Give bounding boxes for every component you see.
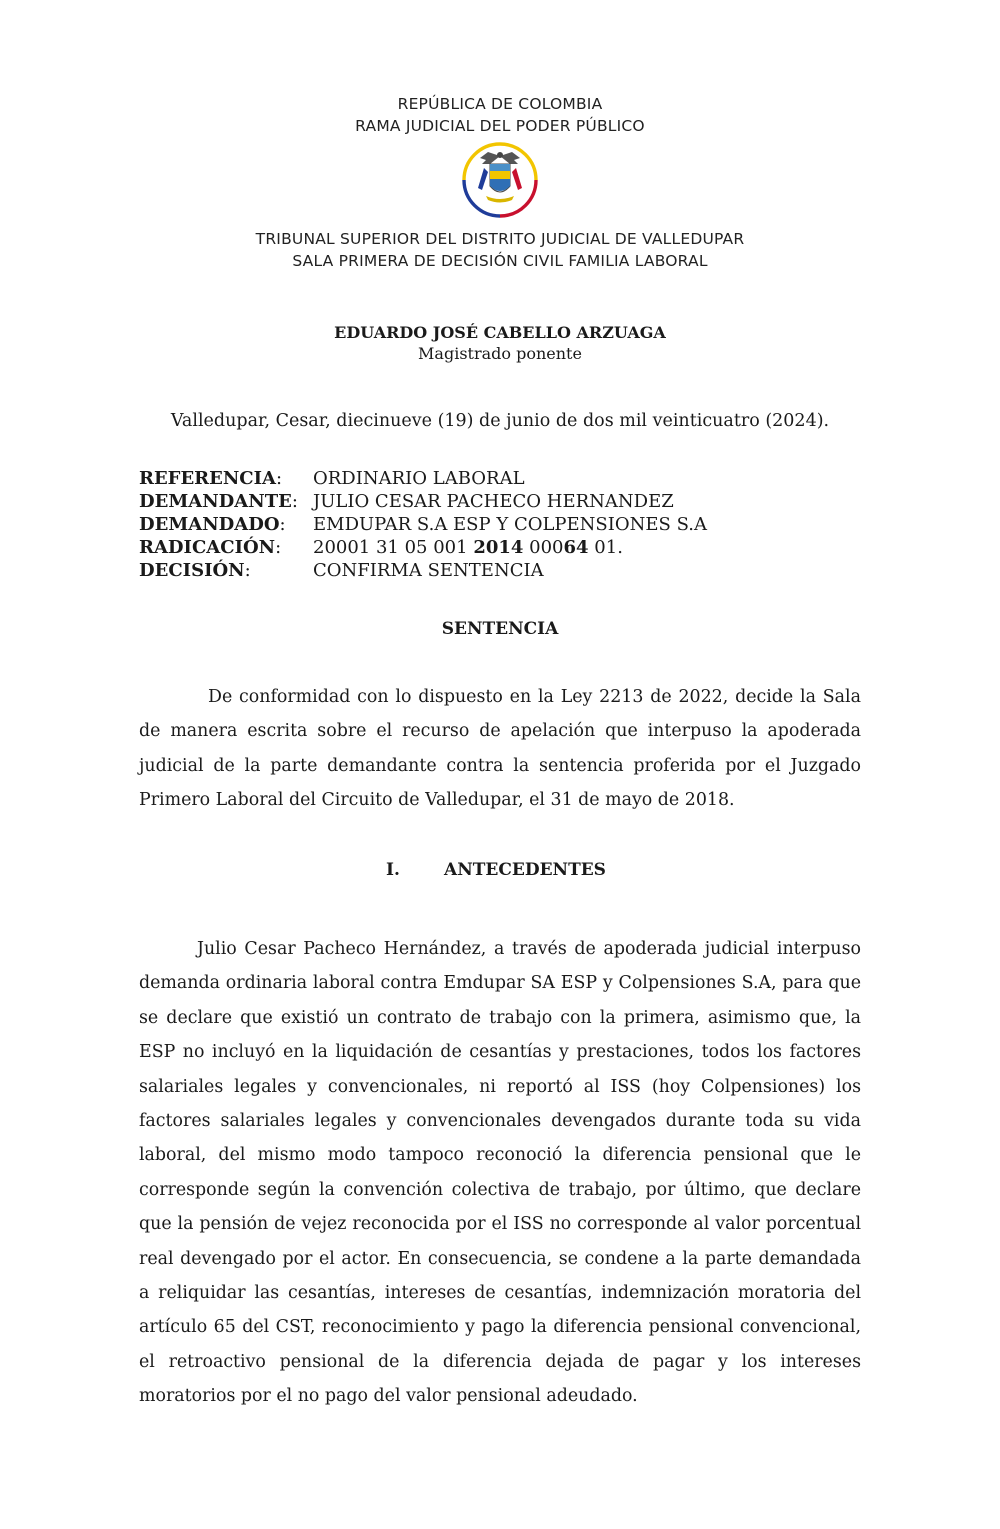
filing-number-value: 20001 31 05 001 2014 00064 01. — [313, 537, 623, 558]
tribunal-heading: TRIBUNAL SUPERIOR DEL DISTRITO JUDICIAL DE VALLEDUPAR — [255, 230, 745, 248]
reference-label: REFERENCIA: — [139, 468, 283, 489]
antecedentes-paragraph: Julio Cesar Pacheco Hernández, a través de apoderada judicial interpuso demanda ordinaria laboral contra Emdupar SA ESP y Colpensiones S.A, para que se declare que existió un contrato de trabajo con la primera, asimismo que, la ESP no incluyó en la liquidación de cesantías y prestaciones, todos los factores salariales legales y convencionales, ni reportó al ISS (hoy Colpensiones) los factores salariales legales y convencionales devengados durante toda su vida laboral, del mismo modo tampoco reconoció la diferencia pensional que le corresponde según la convención colectiva de trabajo, por último, que declare que la pensión de vejez reconocida por el ISS no corresponde al valor porcentual real devengado por el actor. En consecuencia, se condene a la parte demandada a reliquidar las cesantías, intereses de cesantías, indemnización moratoria del artículo 65 del CST, reconocimiento y pago la diferencia pensional convencional, el retroactivo pensional de la diferencia dejada de pagar y los intereses moratorios por el no pago del valor pensional adeudado. — [139, 939, 861, 1407]
reference-value: ORDINARIO LABORAL — [313, 468, 525, 489]
country-heading: REPÚBLICA DE COLOMBIA — [397, 95, 603, 113]
decision-label: DECISIÓN: — [139, 560, 251, 581]
magistrate-name: EDUARDO JOSÉ CABELLO ARZUAGA — [334, 323, 666, 342]
intro-paragraph: De conformidad con lo dispuesto en la Ley 2213 de 2022, decide la Sala de manera escrita sobre el recurso de apelación que interpuso la apoderada judicial de la parte demandante contra la sentencia proferida por el Juzgado Primero Laboral del Circuito de Valledupar, el 31 de mayo de 2018. — [139, 687, 861, 811]
reference-row-radicacion — [139, 537, 641, 561]
colombia-coat-of-arms-icon — [458, 138, 542, 222]
defendant-value: EMDUPAR S.A ESP Y COLPENSIONES S.A — [313, 514, 707, 535]
filing-number-label: RADICACIÓN: — [139, 537, 282, 558]
defendant-label: DEMANDADO: — [139, 514, 286, 535]
decision-value: CONFIRMA SENTENCIA — [313, 560, 544, 581]
chamber-heading: SALA PRIMERA DE DECISIÓN CIVIL FAMILIA LABORAL — [292, 252, 708, 270]
section-title: ANTECEDENTES — [444, 860, 606, 880]
magistrate-role: Magistrado ponente — [418, 344, 582, 363]
document-title: SENTENCIA — [441, 619, 559, 639]
branch-heading: RAMA JUDICIAL DEL PODER PÚBLICO — [355, 117, 645, 135]
date-line: Valledupar, Cesar, diecinueve (19) de junio de dos mil veinticuatro (2024). — [170, 411, 830, 431]
plaintiff-label: DEMANDANTE: — [139, 491, 298, 512]
section-number: I. — [386, 860, 400, 880]
plaintiff-value: JULIO CESAR PACHECO HERNANDEZ — [313, 491, 674, 512]
